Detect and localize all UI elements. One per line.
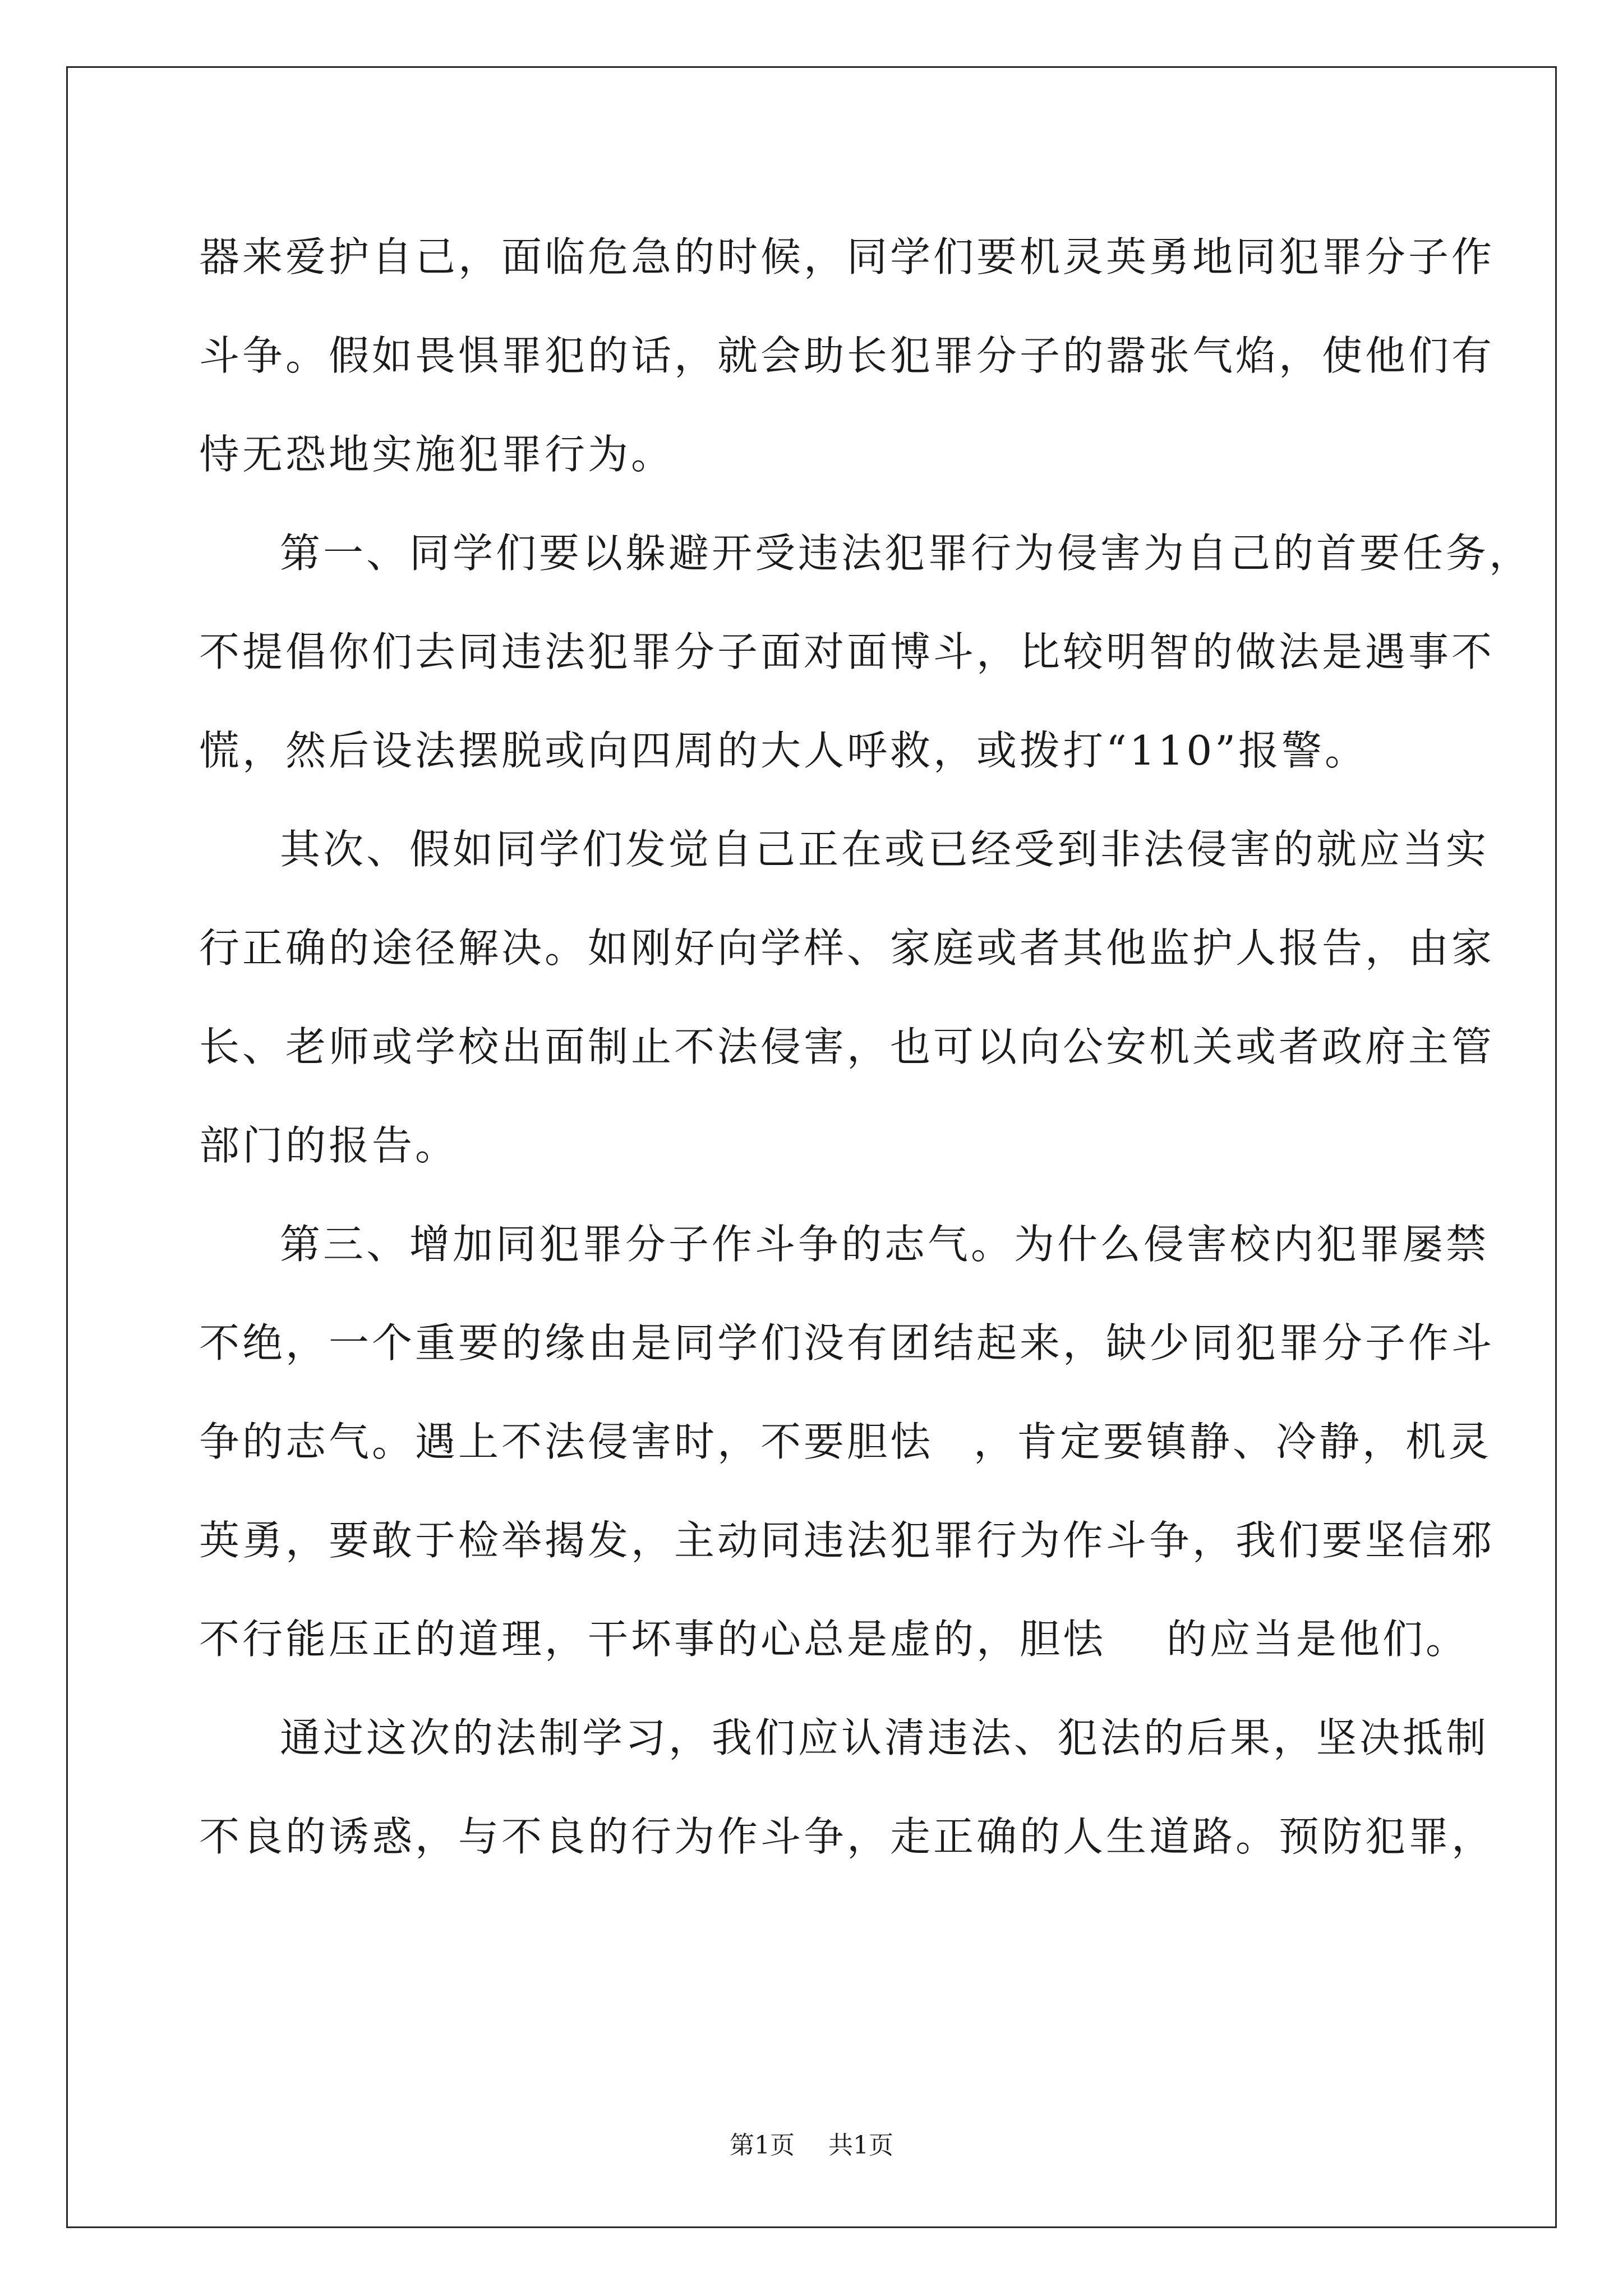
text-fragment: 争的志气。遇上不法侵害时，不要胆怯 [199, 1418, 934, 1465]
text-line: 斗争。假如畏惧罪犯的话，就会助长犯罪分子的嚣张气焰，使他们有 [199, 332, 1495, 379]
text-line: 行正确的途径解决。如刚好向学样、家庭或者其他监护人报告，由家 [199, 924, 1495, 972]
text-line [199, 1392, 1492, 1491]
text-line [199, 1590, 1469, 1688]
page-total: 共1页 [828, 2131, 893, 2160]
text-line: 英勇，要敢于检举揭发，主动同违法犯罪行为作斗争，我们要坚信邪 [199, 1517, 1495, 1564]
text-line: 不绝，一个重要的缘由是同学们没有团结起来，缺少同犯罪分子作斗 [199, 1319, 1495, 1366]
document-body [199, 208, 1533, 1886]
page-footer [0, 2129, 1623, 2162]
text-fragment: ，肯定要镇静、冷静，机灵 [974, 1418, 1492, 1465]
text-line: 第三、增加同犯罪分子作斗争的志气。为什么侵害校内犯罪屡禁 [280, 1221, 1490, 1268]
text-line: 通过这次的法制学习，我们应认清违法、犯法的后果，坚决抵制 [280, 1714, 1490, 1761]
text-line: 不提倡你们去同违法犯罪分子面对面博斗，比较明智的做法是遇事不 [199, 628, 1495, 675]
text-line: 其次、假如同学们发觉自己正在或已经受到非法侵害的就应当实 [280, 826, 1490, 873]
text-line: 长、老师或学校出面制止不法侵害，也可以向公安机关或者政府主管 [199, 1023, 1495, 1070]
page-number: 第1页 [730, 2131, 795, 2160]
text-line: 慌，然后设法摆脱或向四周的大人呼救，或拨打“110”报警。 [199, 727, 1368, 774]
text-fragment: 不行能压正的道理，干坏事的心总是虚的，胆怯 [199, 1616, 1106, 1663]
text-fragment: 的应当是他们。 [1166, 1616, 1469, 1663]
text-line: 第一、同学们要以躲避开受违法犯罪行为侵害为自己的首要任务， [280, 530, 1533, 577]
text-line: 部门的报告。 [199, 1122, 459, 1169]
text-line: 器来爱护自己，面临危急的时候，同学们要机灵英勇地同犯罪分子作 [199, 233, 1495, 280]
text-line: 不良的诱惑，与不良的行为作斗争，走正确的人生道路。预防犯罪， [199, 1813, 1495, 1860]
text-line: 恃无恐地实施犯罪行为。 [199, 431, 675, 478]
